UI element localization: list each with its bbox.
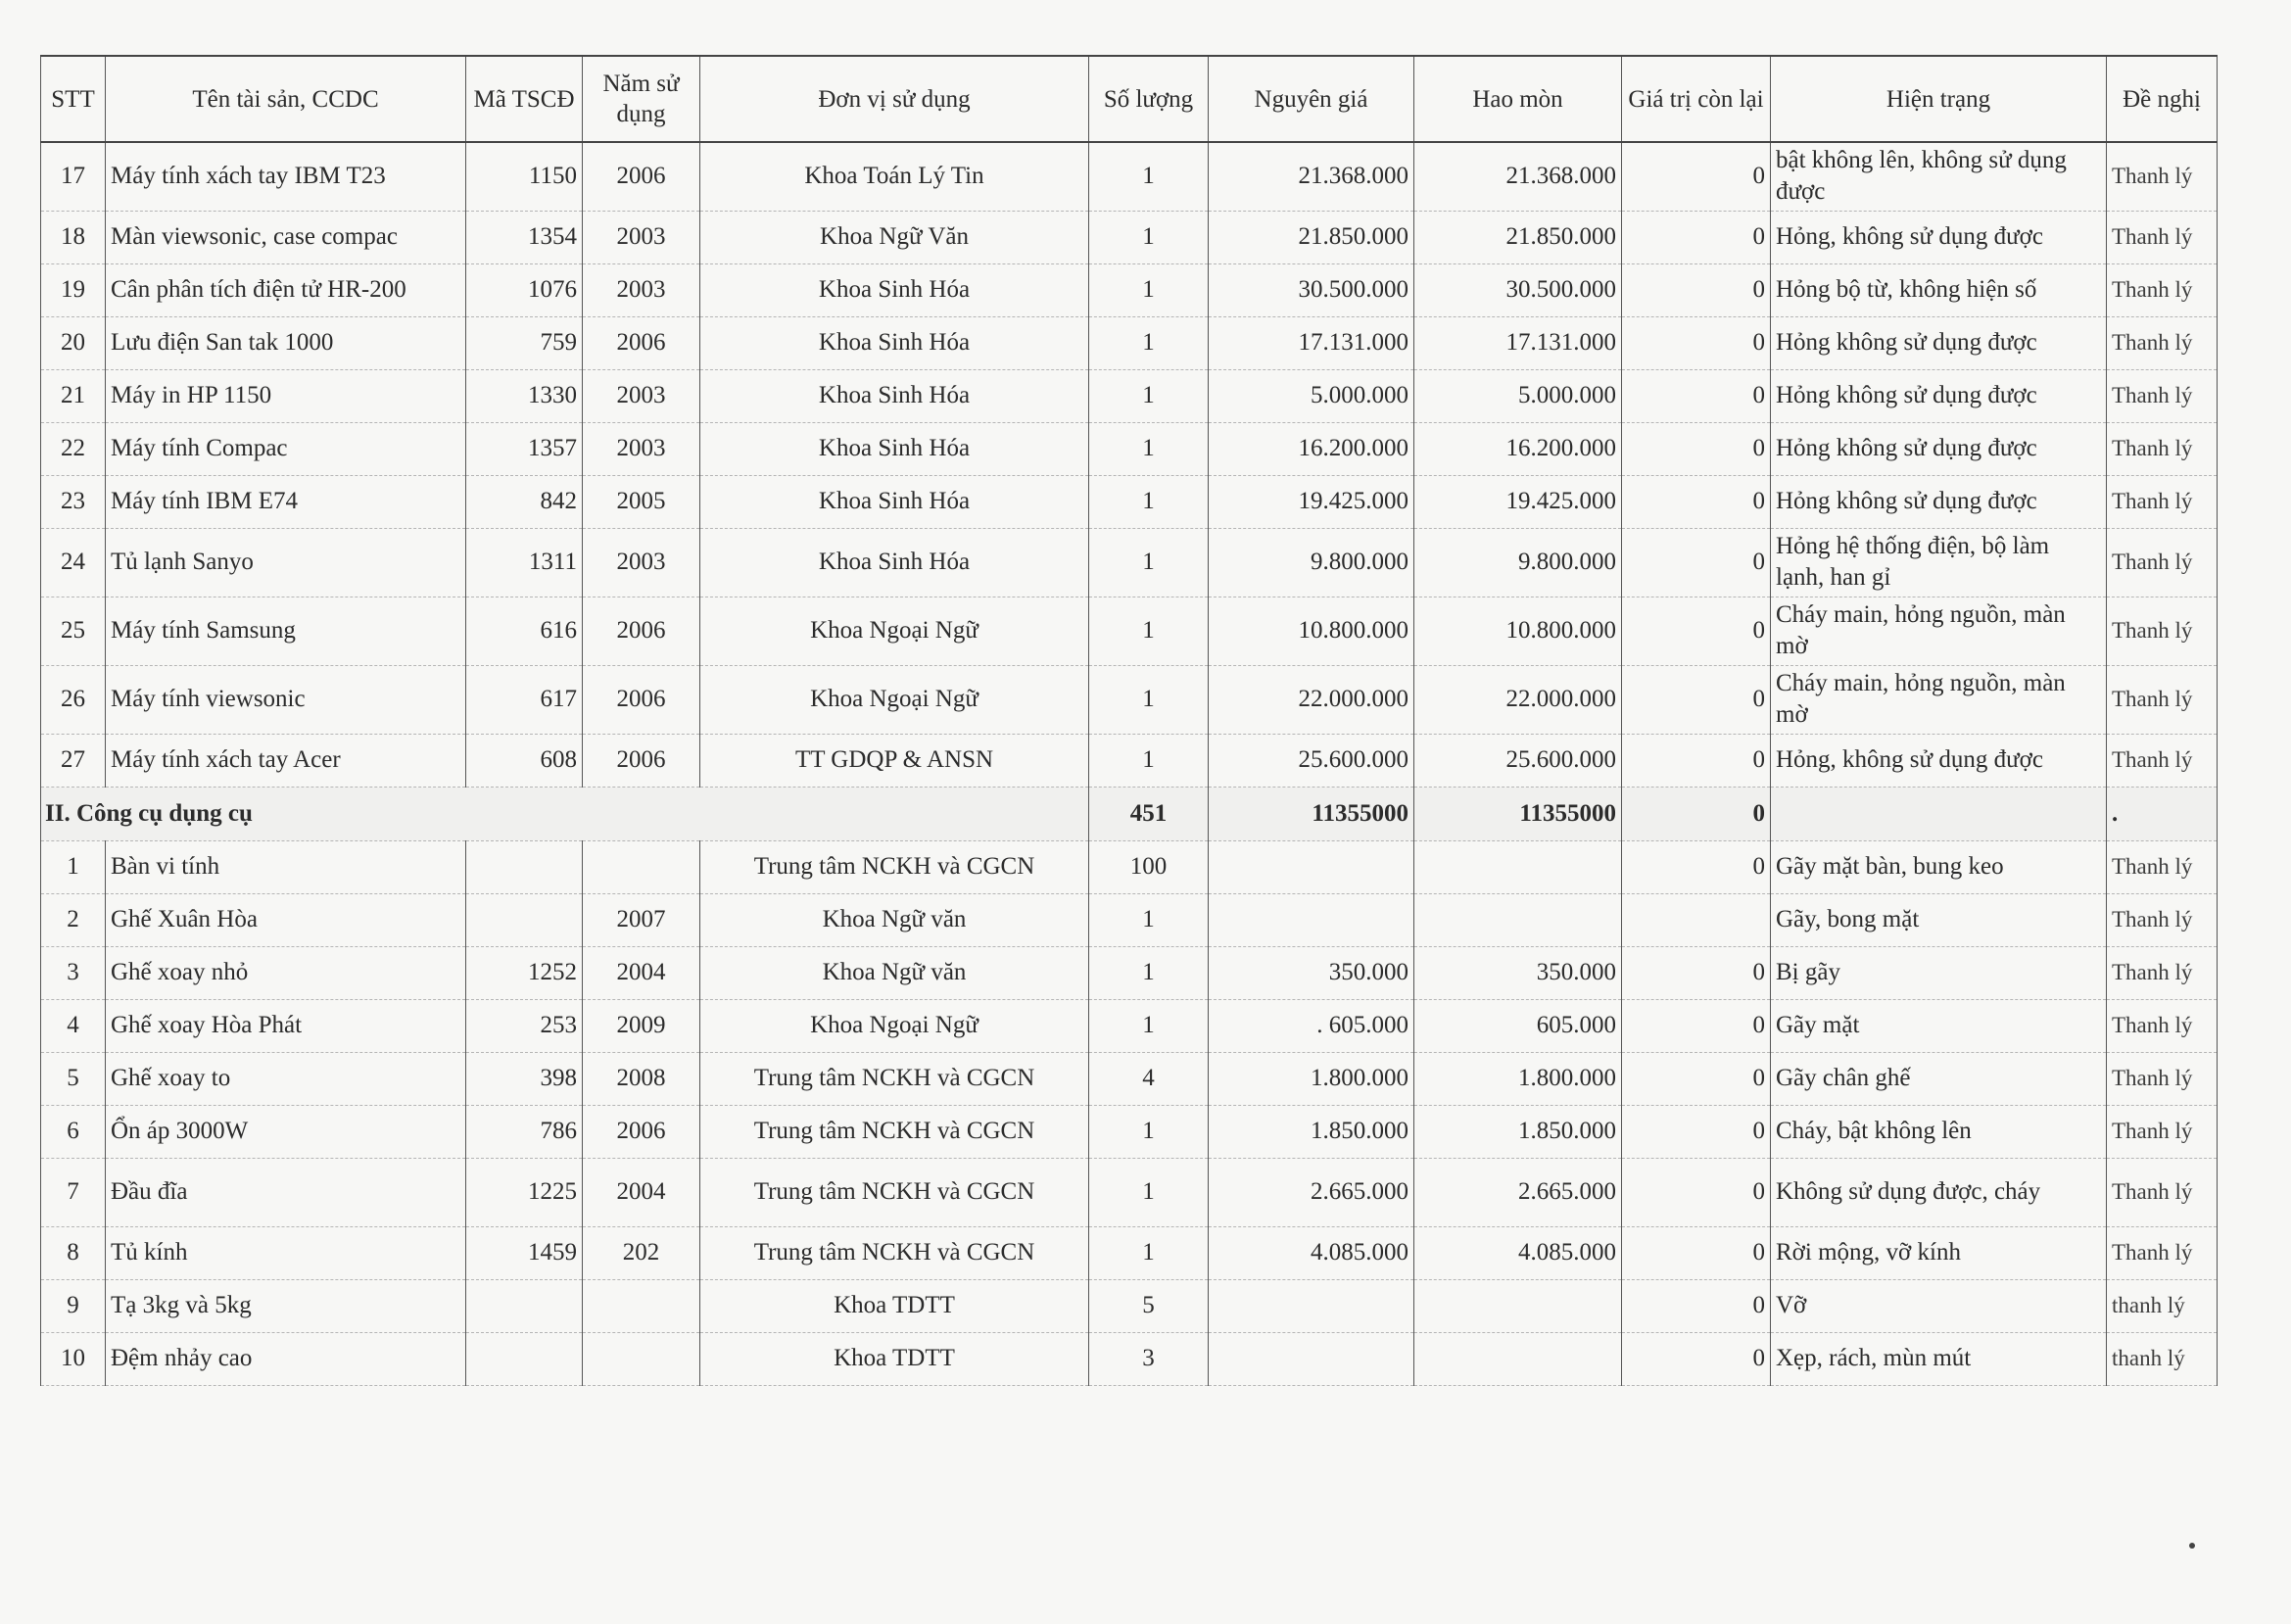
row-condition: Hỏng, không sử dụng được (1771, 211, 2107, 263)
row-proposal: Thanh lý (2107, 422, 2218, 475)
row-original-cost: 21.850.000 (1209, 211, 1414, 263)
row-quantity: 1 (1089, 946, 1209, 999)
row-unit: TT GDQP & ANSN (700, 734, 1089, 787)
row-asset-name: Tủ lạnh Sanyo (106, 528, 466, 597)
row-proposal: Thanh lý (2107, 1105, 2218, 1158)
row-asset-code: 1357 (466, 422, 583, 475)
row-quantity: 1 (1089, 734, 1209, 787)
row-quantity: 1 (1089, 893, 1209, 946)
row-remaining-value: 0 (1622, 999, 1771, 1052)
row-stt: 20 (41, 316, 106, 369)
row-proposal: Thanh lý (2107, 475, 2218, 528)
row-proposal: Thanh lý (2107, 665, 2218, 734)
row-original-cost: 4.085.000 (1209, 1226, 1414, 1279)
row-original-cost: 25.600.000 (1209, 734, 1414, 787)
row-proposal: thanh lý (2107, 1332, 2218, 1385)
row-stt: 10 (41, 1332, 106, 1385)
row-unit: Khoa Sinh Hóa (700, 316, 1089, 369)
table-row (41, 263, 2218, 316)
row-remaining-value: 0 (1622, 1158, 1771, 1226)
row-proposal: Thanh lý (2107, 1052, 2218, 1105)
row-depreciation: 2.665.000 (1414, 1158, 1622, 1226)
row-year-of-use: 2006 (583, 1105, 700, 1158)
row-remaining-value: 0 (1622, 422, 1771, 475)
row-year-of-use: 2006 (583, 142, 700, 211)
row-stt: 4 (41, 999, 106, 1052)
header-quantity: Số lượng (1089, 56, 1209, 142)
row-quantity: 1 (1089, 263, 1209, 316)
row-depreciation: 17.131.000 (1414, 316, 1622, 369)
row-year-of-use: 2009 (583, 999, 700, 1052)
header-condition: Hiện trạng (1771, 56, 2107, 142)
row-depreciation: 4.085.000 (1414, 1226, 1622, 1279)
row-remaining-value: 0 (1622, 263, 1771, 316)
row-original-cost: 16.200.000 (1209, 422, 1414, 475)
row-condition: Vỡ (1771, 1279, 2107, 1332)
row-remaining-value: 0 (1622, 734, 1771, 787)
row-asset-name: Ghế xoay Hòa Phát (106, 999, 466, 1052)
row-depreciation: 1.850.000 (1414, 1105, 1622, 1158)
section2-proposal: . (2107, 787, 2218, 840)
table-row (41, 142, 2218, 211)
row-original-cost: 30.500.000 (1209, 263, 1414, 316)
row-remaining-value: 0 (1622, 475, 1771, 528)
section2-quantity: 451 (1089, 787, 1209, 840)
row-unit: Khoa Sinh Hóa (700, 263, 1089, 316)
row-depreciation: 5.000.000 (1414, 369, 1622, 422)
row-year-of-use (583, 1332, 700, 1385)
row-asset-name: Ghế Xuân Hòa (106, 893, 466, 946)
row-year-of-use: 2003 (583, 211, 700, 263)
row-stt: 27 (41, 734, 106, 787)
row-proposal: Thanh lý (2107, 142, 2218, 211)
row-year-of-use: 2006 (583, 316, 700, 369)
row-depreciation (1414, 840, 1622, 893)
row-remaining-value: 0 (1622, 369, 1771, 422)
table-row (41, 211, 2218, 263)
row-depreciation: 22.000.000 (1414, 665, 1622, 734)
row-asset-code (466, 1279, 583, 1332)
row-proposal: Thanh lý (2107, 734, 2218, 787)
section2-row (41, 787, 2218, 840)
row-quantity: 1 (1089, 1105, 1209, 1158)
row-stt: 7 (41, 1158, 106, 1226)
row-depreciation: 21.368.000 (1414, 142, 1622, 211)
row-original-cost: 2.665.000 (1209, 1158, 1414, 1226)
header-proposal: Đề nghị (2107, 56, 2218, 142)
row-condition: Bị gãy (1771, 946, 2107, 999)
header-original-cost: Nguyên giá (1209, 56, 1414, 142)
row-remaining-value: 0 (1622, 840, 1771, 893)
row-unit: Trung tâm NCKH và CGCN (700, 840, 1089, 893)
asset-disposal-table (40, 55, 2218, 1386)
row-asset-name: Màn viewsonic, case compac (106, 211, 466, 263)
row-quantity: 1 (1089, 475, 1209, 528)
row-asset-name: Ghế xoay to (106, 1052, 466, 1105)
row-depreciation: 19.425.000 (1414, 475, 1622, 528)
row-condition: Hỏng không sử dụng được (1771, 369, 2107, 422)
row-stt: 3 (41, 946, 106, 999)
row-condition: Gãy mặt (1771, 999, 2107, 1052)
row-depreciation (1414, 1332, 1622, 1385)
row-asset-code: 1252 (466, 946, 583, 999)
section2-depreciation: 11355000 (1414, 787, 1622, 840)
row-year-of-use (583, 840, 700, 893)
row-remaining-value: 0 (1622, 528, 1771, 597)
row-year-of-use: 2008 (583, 1052, 700, 1105)
row-condition: Gãy chân ghế (1771, 1052, 2107, 1105)
row-condition: Hỏng không sử dụng được (1771, 316, 2107, 369)
row-asset-name: Tủ kính (106, 1226, 466, 1279)
row-proposal: Thanh lý (2107, 316, 2218, 369)
row-unit: Khoa Sinh Hóa (700, 422, 1089, 475)
row-unit: Trung tâm NCKH và CGCN (700, 1158, 1089, 1226)
row-original-cost: 5.000.000 (1209, 369, 1414, 422)
row-stt: 1 (41, 840, 106, 893)
row-depreciation: 30.500.000 (1414, 263, 1622, 316)
row-asset-name: Lưu điện San tak 1000 (106, 316, 466, 369)
row-condition: Xẹp, rách, mùn mút (1771, 1332, 2107, 1385)
row-quantity: 3 (1089, 1332, 1209, 1385)
row-original-cost (1209, 840, 1414, 893)
row-proposal: Thanh lý (2107, 369, 2218, 422)
row-original-cost: 350.000 (1209, 946, 1414, 999)
table-row (41, 840, 2218, 893)
row-condition: Hỏng, không sử dụng được (1771, 734, 2107, 787)
row-condition: Hỏng hệ thống điện, bộ làm lạnh, han gỉ (1771, 528, 2107, 597)
table-row (41, 999, 2218, 1052)
row-unit: Khoa TDTT (700, 1279, 1089, 1332)
row-unit: Khoa Ngoại Ngữ (700, 999, 1089, 1052)
row-proposal: Thanh lý (2107, 263, 2218, 316)
table-header-row (41, 56, 2218, 142)
row-asset-name: Máy in HP 1150 (106, 369, 466, 422)
row-asset-code: 1225 (466, 1158, 583, 1226)
row-quantity: 1 (1089, 1158, 1209, 1226)
row-unit: Khoa TDTT (700, 1332, 1089, 1385)
row-quantity: 1 (1089, 1226, 1209, 1279)
row-asset-code: 616 (466, 597, 583, 665)
row-remaining-value: 0 (1622, 1105, 1771, 1158)
table-row (41, 597, 2218, 665)
row-stt: 9 (41, 1279, 106, 1332)
row-quantity: 1 (1089, 422, 1209, 475)
row-quantity: 1 (1089, 999, 1209, 1052)
row-condition: Cháy main, hỏng nguồn, màn mờ (1771, 665, 2107, 734)
row-remaining-value: 0 (1622, 1332, 1771, 1385)
row-unit: Khoa Ngoại Ngữ (700, 665, 1089, 734)
row-proposal: Thanh lý (2107, 528, 2218, 597)
row-depreciation: 16.200.000 (1414, 422, 1622, 475)
row-asset-code (466, 840, 583, 893)
row-asset-code (466, 1332, 583, 1385)
row-original-cost (1209, 893, 1414, 946)
row-asset-code: 253 (466, 999, 583, 1052)
row-remaining-value (1622, 893, 1771, 946)
row-remaining-value: 0 (1622, 211, 1771, 263)
row-asset-code: 608 (466, 734, 583, 787)
section2-header (41, 787, 2218, 840)
row-stt: 5 (41, 1052, 106, 1105)
row-remaining-value: 0 (1622, 1052, 1771, 1105)
row-unit: Trung tâm NCKH và CGCN (700, 1226, 1089, 1279)
row-original-cost: 17.131.000 (1209, 316, 1414, 369)
row-stt: 22 (41, 422, 106, 475)
row-depreciation: 9.800.000 (1414, 528, 1622, 597)
row-year-of-use: 2003 (583, 263, 700, 316)
row-quantity: 1 (1089, 369, 1209, 422)
table-row (41, 734, 2218, 787)
section2-condition (1771, 787, 2107, 840)
row-original-cost (1209, 1332, 1414, 1385)
row-quantity: 1 (1089, 316, 1209, 369)
table-row (41, 1158, 2218, 1226)
header-stt: STT (41, 56, 106, 142)
row-unit: Khoa Ngữ Văn (700, 211, 1089, 263)
row-asset-name: Ổn áp 3000W (106, 1105, 466, 1158)
row-condition: Hỏng không sử dụng được (1771, 422, 2107, 475)
row-remaining-value: 0 (1622, 597, 1771, 665)
section2-original-cost: 11355000 (1209, 787, 1414, 840)
row-quantity: 100 (1089, 840, 1209, 893)
row-remaining-value: 0 (1622, 1279, 1771, 1332)
section1-rows (41, 142, 2218, 787)
row-remaining-value: 0 (1622, 142, 1771, 211)
row-original-cost: 21.368.000 (1209, 142, 1414, 211)
row-condition: Không sử dụng được, cháy (1771, 1158, 2107, 1226)
row-asset-code: 1354 (466, 211, 583, 263)
row-asset-code: 1459 (466, 1226, 583, 1279)
row-quantity: 1 (1089, 142, 1209, 211)
row-condition: Rời mộng, vỡ kính (1771, 1226, 2107, 1279)
row-asset-code: 759 (466, 316, 583, 369)
table-row (41, 369, 2218, 422)
row-condition: Cháy, bật không lên (1771, 1105, 2107, 1158)
row-depreciation (1414, 893, 1622, 946)
row-asset-name: Máy tính xách tay IBM T23 (106, 142, 466, 211)
table-row (41, 946, 2218, 999)
table-row (41, 475, 2218, 528)
row-stt: 6 (41, 1105, 106, 1158)
row-year-of-use: 2004 (583, 946, 700, 999)
row-asset-code: 842 (466, 475, 583, 528)
row-unit: Khoa Ngữ văn (700, 893, 1089, 946)
row-unit: Khoa Sinh Hóa (700, 475, 1089, 528)
row-proposal: Thanh lý (2107, 211, 2218, 263)
section2-remaining-value: 0 (1622, 787, 1771, 840)
row-depreciation: 1.800.000 (1414, 1052, 1622, 1105)
row-remaining-value: 0 (1622, 1226, 1771, 1279)
row-asset-code: 1311 (466, 528, 583, 597)
row-year-of-use: 2006 (583, 734, 700, 787)
row-unit: Khoa Ngoại Ngữ (700, 597, 1089, 665)
row-year-of-use: 2003 (583, 422, 700, 475)
row-asset-code: 398 (466, 1052, 583, 1105)
table-row (41, 1105, 2218, 1158)
row-asset-name: Máy tính viewsonic (106, 665, 466, 734)
table-row (41, 1226, 2218, 1279)
row-stt: 18 (41, 211, 106, 263)
row-original-cost (1209, 1279, 1414, 1332)
row-condition: Hỏng không sử dụng được (1771, 475, 2107, 528)
row-stt: 2 (41, 893, 106, 946)
row-asset-name: Cân phân tích điện tử HR-200 (106, 263, 466, 316)
row-stt: 25 (41, 597, 106, 665)
row-stt: 23 (41, 475, 106, 528)
row-depreciation (1414, 1279, 1622, 1332)
row-asset-name: Máy tính xách tay Acer (106, 734, 466, 787)
row-stt: 17 (41, 142, 106, 211)
row-proposal: thanh lý (2107, 1279, 2218, 1332)
row-year-of-use: 2005 (583, 475, 700, 528)
row-asset-name: Đầu đĩa (106, 1158, 466, 1226)
row-quantity: 5 (1089, 1279, 1209, 1332)
row-original-cost: . 605.000 (1209, 999, 1414, 1052)
row-unit: Khoa Sinh Hóa (700, 369, 1089, 422)
row-asset-code (466, 893, 583, 946)
row-year-of-use: 2006 (583, 665, 700, 734)
header-asset-code: Mã TSCĐ (466, 56, 583, 142)
row-stt: 19 (41, 263, 106, 316)
row-condition: Cháy main, hỏng nguồn, màn mờ (1771, 597, 2107, 665)
row-year-of-use: 2003 (583, 528, 700, 597)
stray-mark (2189, 1543, 2195, 1549)
section2-rows (41, 840, 2218, 1385)
row-unit: Khoa Toán Lý Tin (700, 142, 1089, 211)
row-quantity: 1 (1089, 528, 1209, 597)
row-year-of-use: 2003 (583, 369, 700, 422)
header-asset-name: Tên tài sản, CCDC (106, 56, 466, 142)
row-asset-name: Máy tính Samsung (106, 597, 466, 665)
row-original-cost: 10.800.000 (1209, 597, 1414, 665)
row-year-of-use: 2007 (583, 893, 700, 946)
row-depreciation: 350.000 (1414, 946, 1622, 999)
row-stt: 21 (41, 369, 106, 422)
row-unit: Khoa Sinh Hóa (700, 528, 1089, 597)
row-original-cost: 9.800.000 (1209, 528, 1414, 597)
row-stt: 24 (41, 528, 106, 597)
row-proposal: Thanh lý (2107, 1226, 2218, 1279)
row-proposal: Thanh lý (2107, 840, 2218, 893)
row-quantity: 1 (1089, 211, 1209, 263)
row-depreciation: 25.600.000 (1414, 734, 1622, 787)
table-row (41, 1332, 2218, 1385)
table-row (41, 1052, 2218, 1105)
row-proposal: Thanh lý (2107, 597, 2218, 665)
row-quantity: 4 (1089, 1052, 1209, 1105)
row-stt: 26 (41, 665, 106, 734)
table-row (41, 665, 2218, 734)
table-row (41, 422, 2218, 475)
row-year-of-use: 2004 (583, 1158, 700, 1226)
row-asset-name: Đệm nhảy cao (106, 1332, 466, 1385)
row-asset-code: 1330 (466, 369, 583, 422)
row-asset-code: 617 (466, 665, 583, 734)
row-asset-name: Tạ 3kg và 5kg (106, 1279, 466, 1332)
row-year-of-use: 2006 (583, 597, 700, 665)
row-asset-name: Máy tính Compac (106, 422, 466, 475)
row-original-cost: 1.850.000 (1209, 1105, 1414, 1158)
section2-label: II. Công cụ dụng cụ (41, 787, 1089, 840)
header-remaining-value: Giá trị còn lại (1622, 56, 1771, 142)
row-original-cost: 1.800.000 (1209, 1052, 1414, 1105)
row-unit: Trung tâm NCKH và CGCN (700, 1052, 1089, 1105)
row-condition: Gãy, bong mặt (1771, 893, 2107, 946)
row-depreciation: 10.800.000 (1414, 597, 1622, 665)
row-remaining-value: 0 (1622, 665, 1771, 734)
header-year-of-use: Năm sử dụng (583, 56, 700, 142)
header-unit: Đơn vị sử dụng (700, 56, 1089, 142)
row-quantity: 1 (1089, 597, 1209, 665)
row-proposal: Thanh lý (2107, 946, 2218, 999)
row-proposal: Thanh lý (2107, 999, 2218, 1052)
table-row (41, 528, 2218, 597)
row-remaining-value: 0 (1622, 316, 1771, 369)
row-year-of-use: 202 (583, 1226, 700, 1279)
row-unit: Trung tâm NCKH và CGCN (700, 1105, 1089, 1158)
row-asset-code: 1150 (466, 142, 583, 211)
row-original-cost: 22.000.000 (1209, 665, 1414, 734)
row-condition: Hỏng bộ từ, không hiện số (1771, 263, 2107, 316)
header-depreciation: Hao mòn (1414, 56, 1622, 142)
row-depreciation: 605.000 (1414, 999, 1622, 1052)
row-asset-code: 1076 (466, 263, 583, 316)
row-unit: Khoa Ngữ văn (700, 946, 1089, 999)
row-proposal: Thanh lý (2107, 893, 2218, 946)
row-asset-name: Ghế xoay nhỏ (106, 946, 466, 999)
table-row (41, 893, 2218, 946)
row-asset-name: Bàn vi tính (106, 840, 466, 893)
row-asset-code: 786 (466, 1105, 583, 1158)
row-original-cost: 19.425.000 (1209, 475, 1414, 528)
row-stt: 8 (41, 1226, 106, 1279)
row-condition: bật không lên, không sử dụng được (1771, 142, 2107, 211)
row-asset-name: Máy tính IBM E74 (106, 475, 466, 528)
row-condition: Gãy mặt bàn, bung keo (1771, 840, 2107, 893)
row-year-of-use (583, 1279, 700, 1332)
row-proposal: Thanh lý (2107, 1158, 2218, 1226)
row-remaining-value: 0 (1622, 946, 1771, 999)
table-row (41, 1279, 2218, 1332)
table-row (41, 316, 2218, 369)
row-quantity: 1 (1089, 665, 1209, 734)
row-depreciation: 21.850.000 (1414, 211, 1622, 263)
